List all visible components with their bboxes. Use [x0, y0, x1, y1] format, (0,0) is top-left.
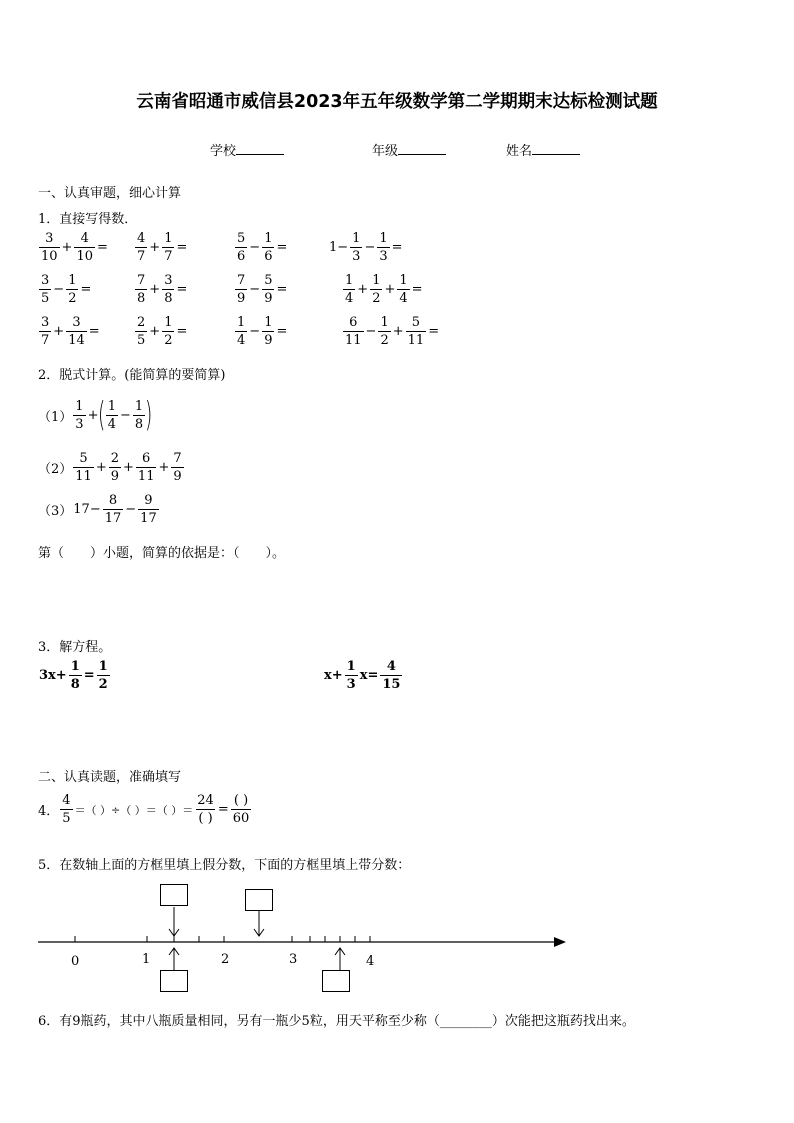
q1-item[interactable]: $\frac{2}{5}$ + $\frac{1}{2}$ =	[137, 315, 188, 348]
fraction: $\frac{1}{4}$	[399, 273, 408, 306]
mixed-number-box-1[interactable]	[160, 970, 188, 992]
q1-label: 1．直接写得数．	[38, 212, 138, 227]
q1-item[interactable]: $\frac{3}{10}$ + $\frac{4}{10}$ =	[41, 231, 108, 264]
fraction: $\frac{7}{9}$	[173, 451, 182, 484]
q1-item[interactable]: $\frac{4}{7}$ + $\frac{1}{7}$ =	[137, 231, 188, 264]
name-label: 姓名	[506, 144, 533, 159]
fraction-blank[interactable]: $\frac{( )}{60}$	[232, 793, 250, 826]
right-paren: )	[145, 395, 153, 435]
q5-label: 5．在数轴上面的方框里填上假分数，下面的方框里填上带分数：	[38, 858, 411, 873]
fraction: $\frac{4}{10}$	[76, 231, 93, 264]
q2-expr-3: （3） 17− $\frac{8}{17}$ − $\frac{9}{17}$	[38, 493, 157, 526]
q6-text: 6．有9瓶药，其中八瓶质量相同，另有一瓶少5粒，用天平称至少称（________）次能把这瓶药找出来。	[38, 1014, 635, 1029]
fraction: $\frac{1}{2}$	[98, 659, 108, 692]
page-title: 云南省昭通市威信县2023年五年级数学第二学期期末达标检测试题	[136, 92, 658, 112]
fraction: $\frac{1}{8}$	[134, 398, 144, 432]
q3-equation-2: x+ $\frac{1}{3}$ x= $\frac{4}{15}$	[324, 659, 401, 692]
q2-p3: （3）	[38, 504, 73, 519]
q1-item[interactable]: $\frac{5}{6}$ − $\frac{1}{6}$ =	[237, 231, 288, 264]
fraction: $\frac{1}{4}$	[237, 315, 246, 348]
fraction-blank[interactable]: $\frac{24}{( )}$	[197, 793, 214, 826]
fraction: $\frac{2}{9}$	[110, 451, 120, 484]
fraction: $\frac{1}{7}$	[164, 231, 173, 264]
fraction: $\frac{1}{8}$	[70, 659, 80, 692]
q3-equation-1: 3x+ $\frac{1}{8}$ = $\frac{1}{2}$	[39, 659, 108, 692]
tick-label: 3	[289, 952, 298, 967]
q1-item[interactable]: $\frac{7}{8}$ + $\frac{3}{8}$ =	[137, 273, 188, 306]
school-label: 学校	[210, 144, 237, 159]
fraction: $\frac{3}{10}$	[41, 231, 58, 264]
tick-label: 4	[366, 954, 375, 969]
q1-item[interactable]: $\frac{1}{4}$ − $\frac{1}{9}$ =	[237, 315, 288, 348]
q1-item[interactable]: $\frac{6}{11}$ − $\frac{1}{2}$ + $\frac{5}{11}$ =	[345, 315, 440, 348]
fraction: $\frac{1}{2}$	[380, 315, 389, 348]
fraction: $\frac{5}{11}$	[407, 315, 425, 348]
fraction: $\frac{5}{11}$	[75, 451, 92, 484]
fraction: $\frac{3}{14}$	[68, 315, 85, 348]
section-1-heading: 一、认真审题，细心计算	[38, 186, 182, 201]
fraction: $\frac{6}{11}$	[345, 315, 362, 348]
fraction: $\frac{6}{11}$	[137, 451, 155, 484]
fraction: $\frac{1}{3}$	[346, 659, 356, 692]
fraction: $\frac{3}{8}$	[164, 273, 173, 306]
q2-note: 第（ ）小题，简算的依据是：（ ）。	[38, 546, 286, 561]
q1-item[interactable]: $\frac{3}{5}$ − $\frac{1}{2}$ =	[41, 273, 92, 306]
q4-label: 4．	[38, 804, 60, 819]
q4-expr: 4． $\frac{4}{5}$ ＝（ ）÷（ ）＝（ ）＝ $\frac{24}{( )}$ = $\frac{( )}{60}$	[38, 793, 250, 826]
fraction: $\frac{5}{6}$	[237, 231, 246, 264]
arrow-head-icon	[554, 937, 566, 947]
q2-p1: （1）	[38, 409, 73, 425]
q2-p2: （2）	[38, 462, 73, 477]
q1-item[interactable]: $\frac{7}{9}$ − $\frac{5}{9}$ =	[237, 273, 288, 306]
q1-item[interactable]: 1− $\frac{1}{3}$ − $\frac{1}{3}$ =	[329, 231, 403, 264]
fraction: $\frac{4}{15}$	[382, 659, 401, 692]
fraction: $\frac{1}{9}$	[264, 315, 273, 348]
fraction: $\frac{1}{2}$	[164, 315, 173, 348]
tick-label: 0	[71, 954, 80, 969]
fraction: $\frac{7}{8}$	[137, 273, 146, 306]
fraction: $\frac{4}{5}$	[62, 793, 71, 826]
left-paren: (	[98, 395, 106, 435]
fraction: $\frac{9}{17}$	[140, 493, 157, 526]
fraction: $\frac{1}{4}$	[107, 398, 117, 432]
q2-label: 2．脱式计算。(能简算的要简算)	[38, 368, 226, 383]
q2-expr-2: （2） $\frac{5}{11}$ + $\frac{2}{9}$ + $\frac{6}{11}$ + $\frac{7}{9}$	[38, 451, 182, 484]
fraction: $\frac{1}{3}$	[352, 231, 361, 264]
mixed-number-box-2[interactable]	[322, 970, 350, 992]
q1-item[interactable]: $\frac{1}{4}$ + $\frac{1}{2}$ + $\frac{1}{4}$ =	[345, 273, 423, 306]
grade-label: 年级	[372, 144, 399, 159]
improper-fraction-box-2[interactable]	[245, 889, 273, 911]
q1-item[interactable]: $\frac{3}{7}$ + $\frac{3}{14}$ =	[41, 315, 100, 348]
fraction: $\frac{5}{9}$	[264, 273, 273, 306]
q2-expr-1: （1） $\frac{1}{3}$ + ( $\frac{1}{4}$ − $\frac{1}{8}$ )	[38, 395, 153, 435]
fraction: $\frac{1}{2}$	[372, 273, 381, 306]
fraction: $\frac{1}{2}$	[68, 273, 77, 306]
fraction: $\frac{2}{5}$	[137, 315, 146, 348]
fraction: $\frac{1}{6}$	[264, 231, 273, 264]
tick-label: 2	[221, 952, 230, 967]
fraction: $\frac{1}{3}$	[379, 231, 388, 264]
tick-label: 1	[142, 952, 151, 967]
fraction: $\frac{1}{4}$	[345, 273, 354, 306]
fraction: $\frac{3}{5}$	[41, 273, 50, 306]
q3-label: 3．解方程。	[38, 640, 112, 655]
fraction: $\frac{4}{7}$	[137, 231, 146, 264]
fraction: $\frac{1}{3}$	[75, 398, 84, 432]
section-2-heading: 二、认真读题，准确填写	[38, 770, 182, 785]
improper-fraction-box-1[interactable]	[160, 884, 188, 906]
fraction: $\frac{3}{7}$	[41, 315, 50, 348]
fraction: $\frac{7}{9}$	[237, 273, 246, 306]
fraction: $\frac{8}{17}$	[104, 493, 122, 526]
